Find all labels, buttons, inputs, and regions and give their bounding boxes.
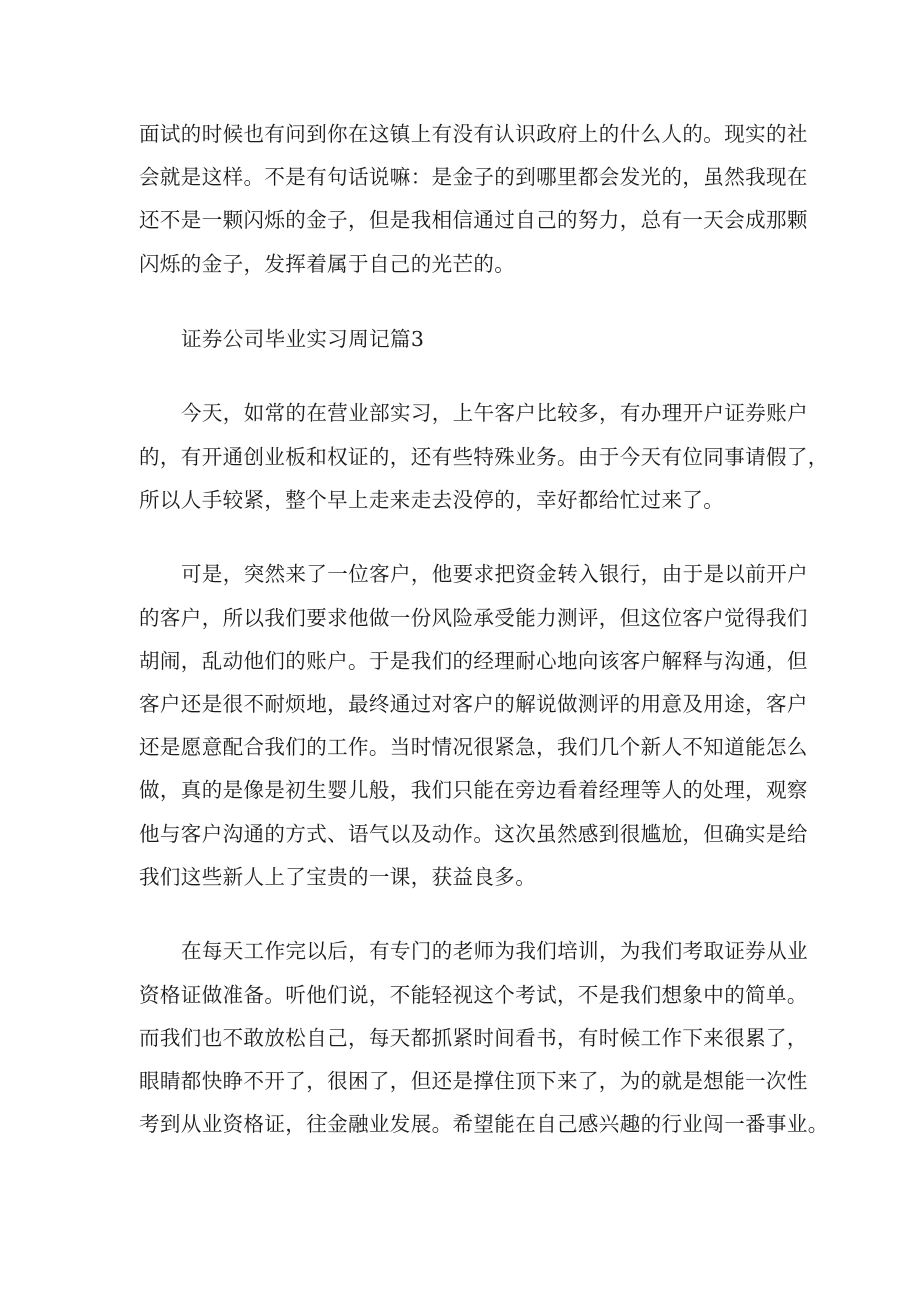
text-line: 他与客户沟通的方式、语气以及动作。这次虽然感到很尴尬，但确实是给	[139, 822, 808, 846]
text-line: 的客户，所以我们要求他做一份风险承受能力测评，但这位客户觉得我们	[139, 606, 808, 630]
text-line: 客户还是很不耐烦地，最终通过对客户的解说做测评的用意及用途，客户	[139, 692, 808, 716]
text-line: 所以人手较紧，整个早上走来走去没停的，幸好都给忙过来了。	[139, 488, 725, 512]
text-line: 胡闹，乱动他们的账户。于是我们的经理耐心地向该客户解释与沟通，但	[139, 649, 808, 673]
text-line: 还不是一颗闪烁的金子，但是我相信通过自己的努力，总有一天会成那颗	[139, 208, 808, 232]
text-line: 还是愿意配合我们的工作。当时情况很紧急，我们几个新人不知道能怎么	[139, 735, 808, 759]
text-line: 资格证做准备。听他们说，不能轻视这个考试，不是我们想象中的简单。	[139, 983, 808, 1007]
text-line: 可是，突然来了一位客户，他要求把资金转入银行，由于是以前开户	[181, 562, 808, 586]
section-heading: 证券公司毕业实习周记篇3	[181, 327, 425, 351]
text-line: 我们这些新人上了宝贵的一课，获益良多。	[139, 865, 537, 889]
text-line: 考到从业资格证，往金融业发展。希望能在自己感兴趣的行业闯一番事业。	[139, 1112, 829, 1136]
text-line: 做，真的是像是初生婴儿般，我们只能在旁边看着经理等人的处理，观察	[139, 778, 808, 802]
text-line: 会就是这样。不是有句话说嘛：是金子的到哪里都会发光的，虽然我现在	[139, 165, 808, 189]
text-line: 今天，如常的在营业部实习，上午客户比较多，有办理开户证券账户	[181, 401, 808, 425]
text-line: 眼睛都快睁不开了，很困了，但还是撑住顶下来了，为的就是想能一次性	[139, 1069, 808, 1093]
text-line: 面试的时候也有问到你在这镇上有没有认识政府上的什么人的。现实的社	[139, 122, 808, 146]
text-line: 而我们也不敢放松自己，每天都抓紧时间看书，有时候工作下来很累了，	[139, 1026, 808, 1050]
text-line: 在每天工作完以后，有专门的老师为我们培训，为我们考取证券从业	[181, 939, 808, 963]
text-line: 的，有开通创业板和权证的，还有些特殊业务。由于今天有位同事请假了，	[139, 445, 829, 469]
text-line: 闪烁的金子，发挥着属于自己的光芒的。	[139, 252, 516, 276]
